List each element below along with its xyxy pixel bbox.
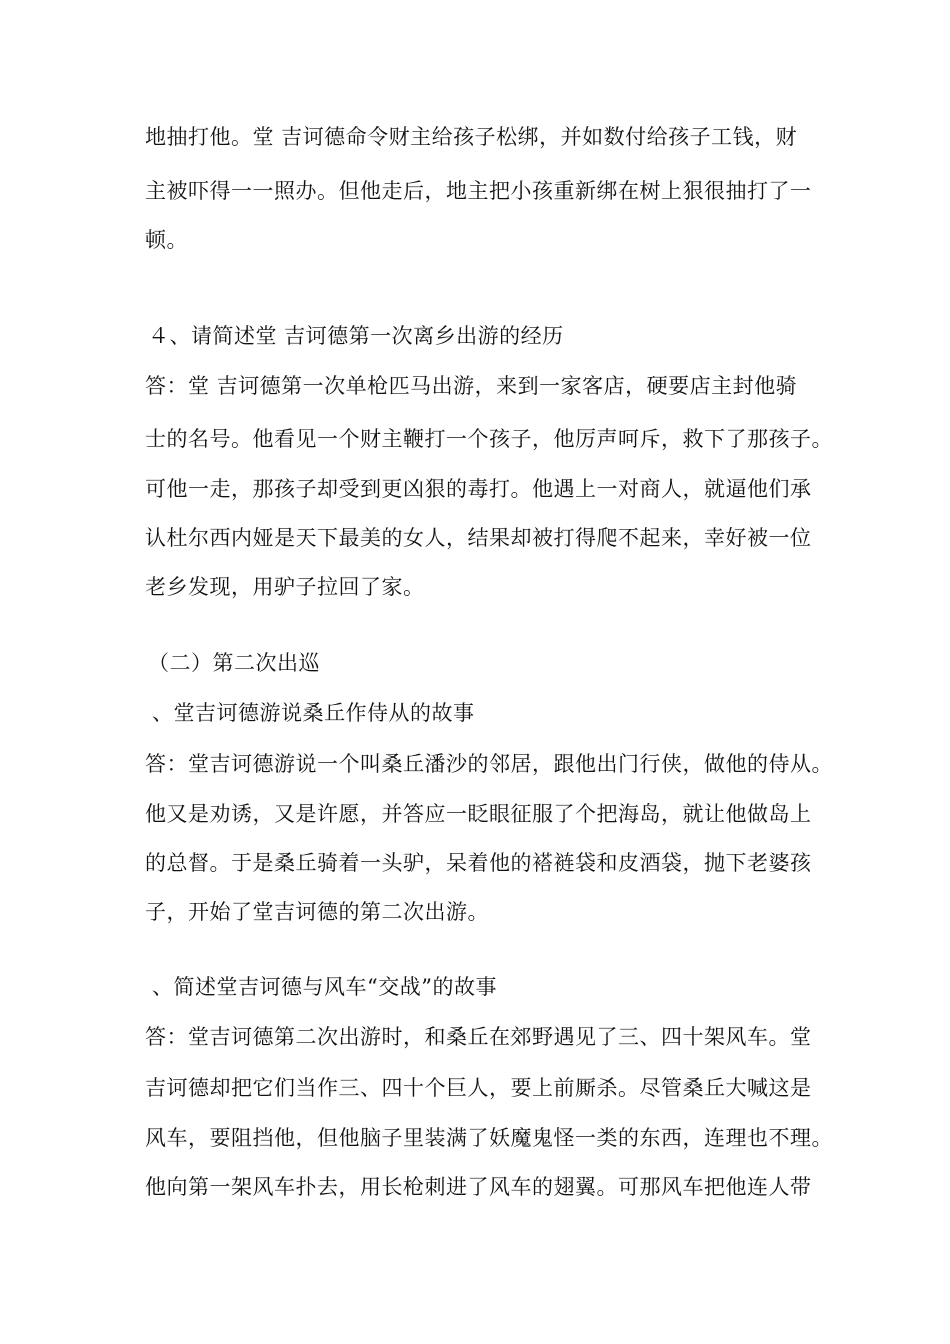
- paragraph-line: 主被吓得一一照办。但他走后，地主把小孩重新绑在树上狠很抽打了一: [145, 179, 812, 203]
- question-heading: 、堂吉诃德游说桑丘作侍从的故事: [152, 701, 475, 725]
- answer-line: 答：堂吉诃德游说一个叫桑丘潘沙的邻居，跟他出门行侠，做他的侍从。: [145, 752, 833, 776]
- question-heading: ４、请简述堂 吉诃德第一次离乡出游的经历: [148, 324, 564, 348]
- answer-line: 他又是劝诱，又是许愿，并答应一眨眼征服了个把海岛，就让他做岛上: [145, 802, 812, 826]
- paragraph-line: 顿。: [145, 228, 188, 252]
- paragraph-line: 地抽打他。堂 吉诃德命令财主给孩子松绑，并如数付给孩子工钱，财: [145, 125, 798, 149]
- answer-line: 答：堂吉诃德第二次出游时，和桑丘在郊野遇见了三、四十架风车。堂: [145, 1025, 812, 1049]
- answer-line: 老乡发现，用驴子拉回了家。: [145, 575, 425, 599]
- answer-line: 的总督。于是桑丘骑着一头驴，呆着他的褡裢袋和皮酒袋，抛下老婆孩: [145, 851, 812, 875]
- answer-line: 士的名号。他看见一个财主鞭打一个孩子，他厉声呵斥，救下了那孩子。: [145, 427, 833, 451]
- answer-line: 可他一走，那孩子却受到更凶狠的毒打。他遇上一对商人，就逼他们承: [145, 477, 812, 501]
- answer-line: 答：堂 吉诃德第一次单枪匹马出游，来到一家客店，硬要店主封他骑: [145, 374, 798, 398]
- question-heading: 、简述堂吉诃德与风车“交战”的故事: [152, 975, 497, 999]
- answer-line: 认杜尔西内娅是天下最美的女人，结果却被打得爬不起来，幸好被一位: [145, 526, 812, 550]
- answer-line: 子，开始了堂吉诃德的第二次出游。: [145, 900, 489, 924]
- answer-line: 吉诃德却把它们当作三、四十个巨人，要上前厮杀。尽管桑丘大喊这是: [145, 1076, 812, 1100]
- section-heading: （二）第二次出巡: [148, 651, 320, 675]
- answer-line: 风车，要阻挡他，但他脑子里装满了妖魔鬼怪一类的东西，连理也不理。: [145, 1126, 833, 1150]
- answer-line: 他向第一架风车扑去，用长枪刺进了风车的翅翼。可那风车把他连人带: [145, 1175, 812, 1199]
